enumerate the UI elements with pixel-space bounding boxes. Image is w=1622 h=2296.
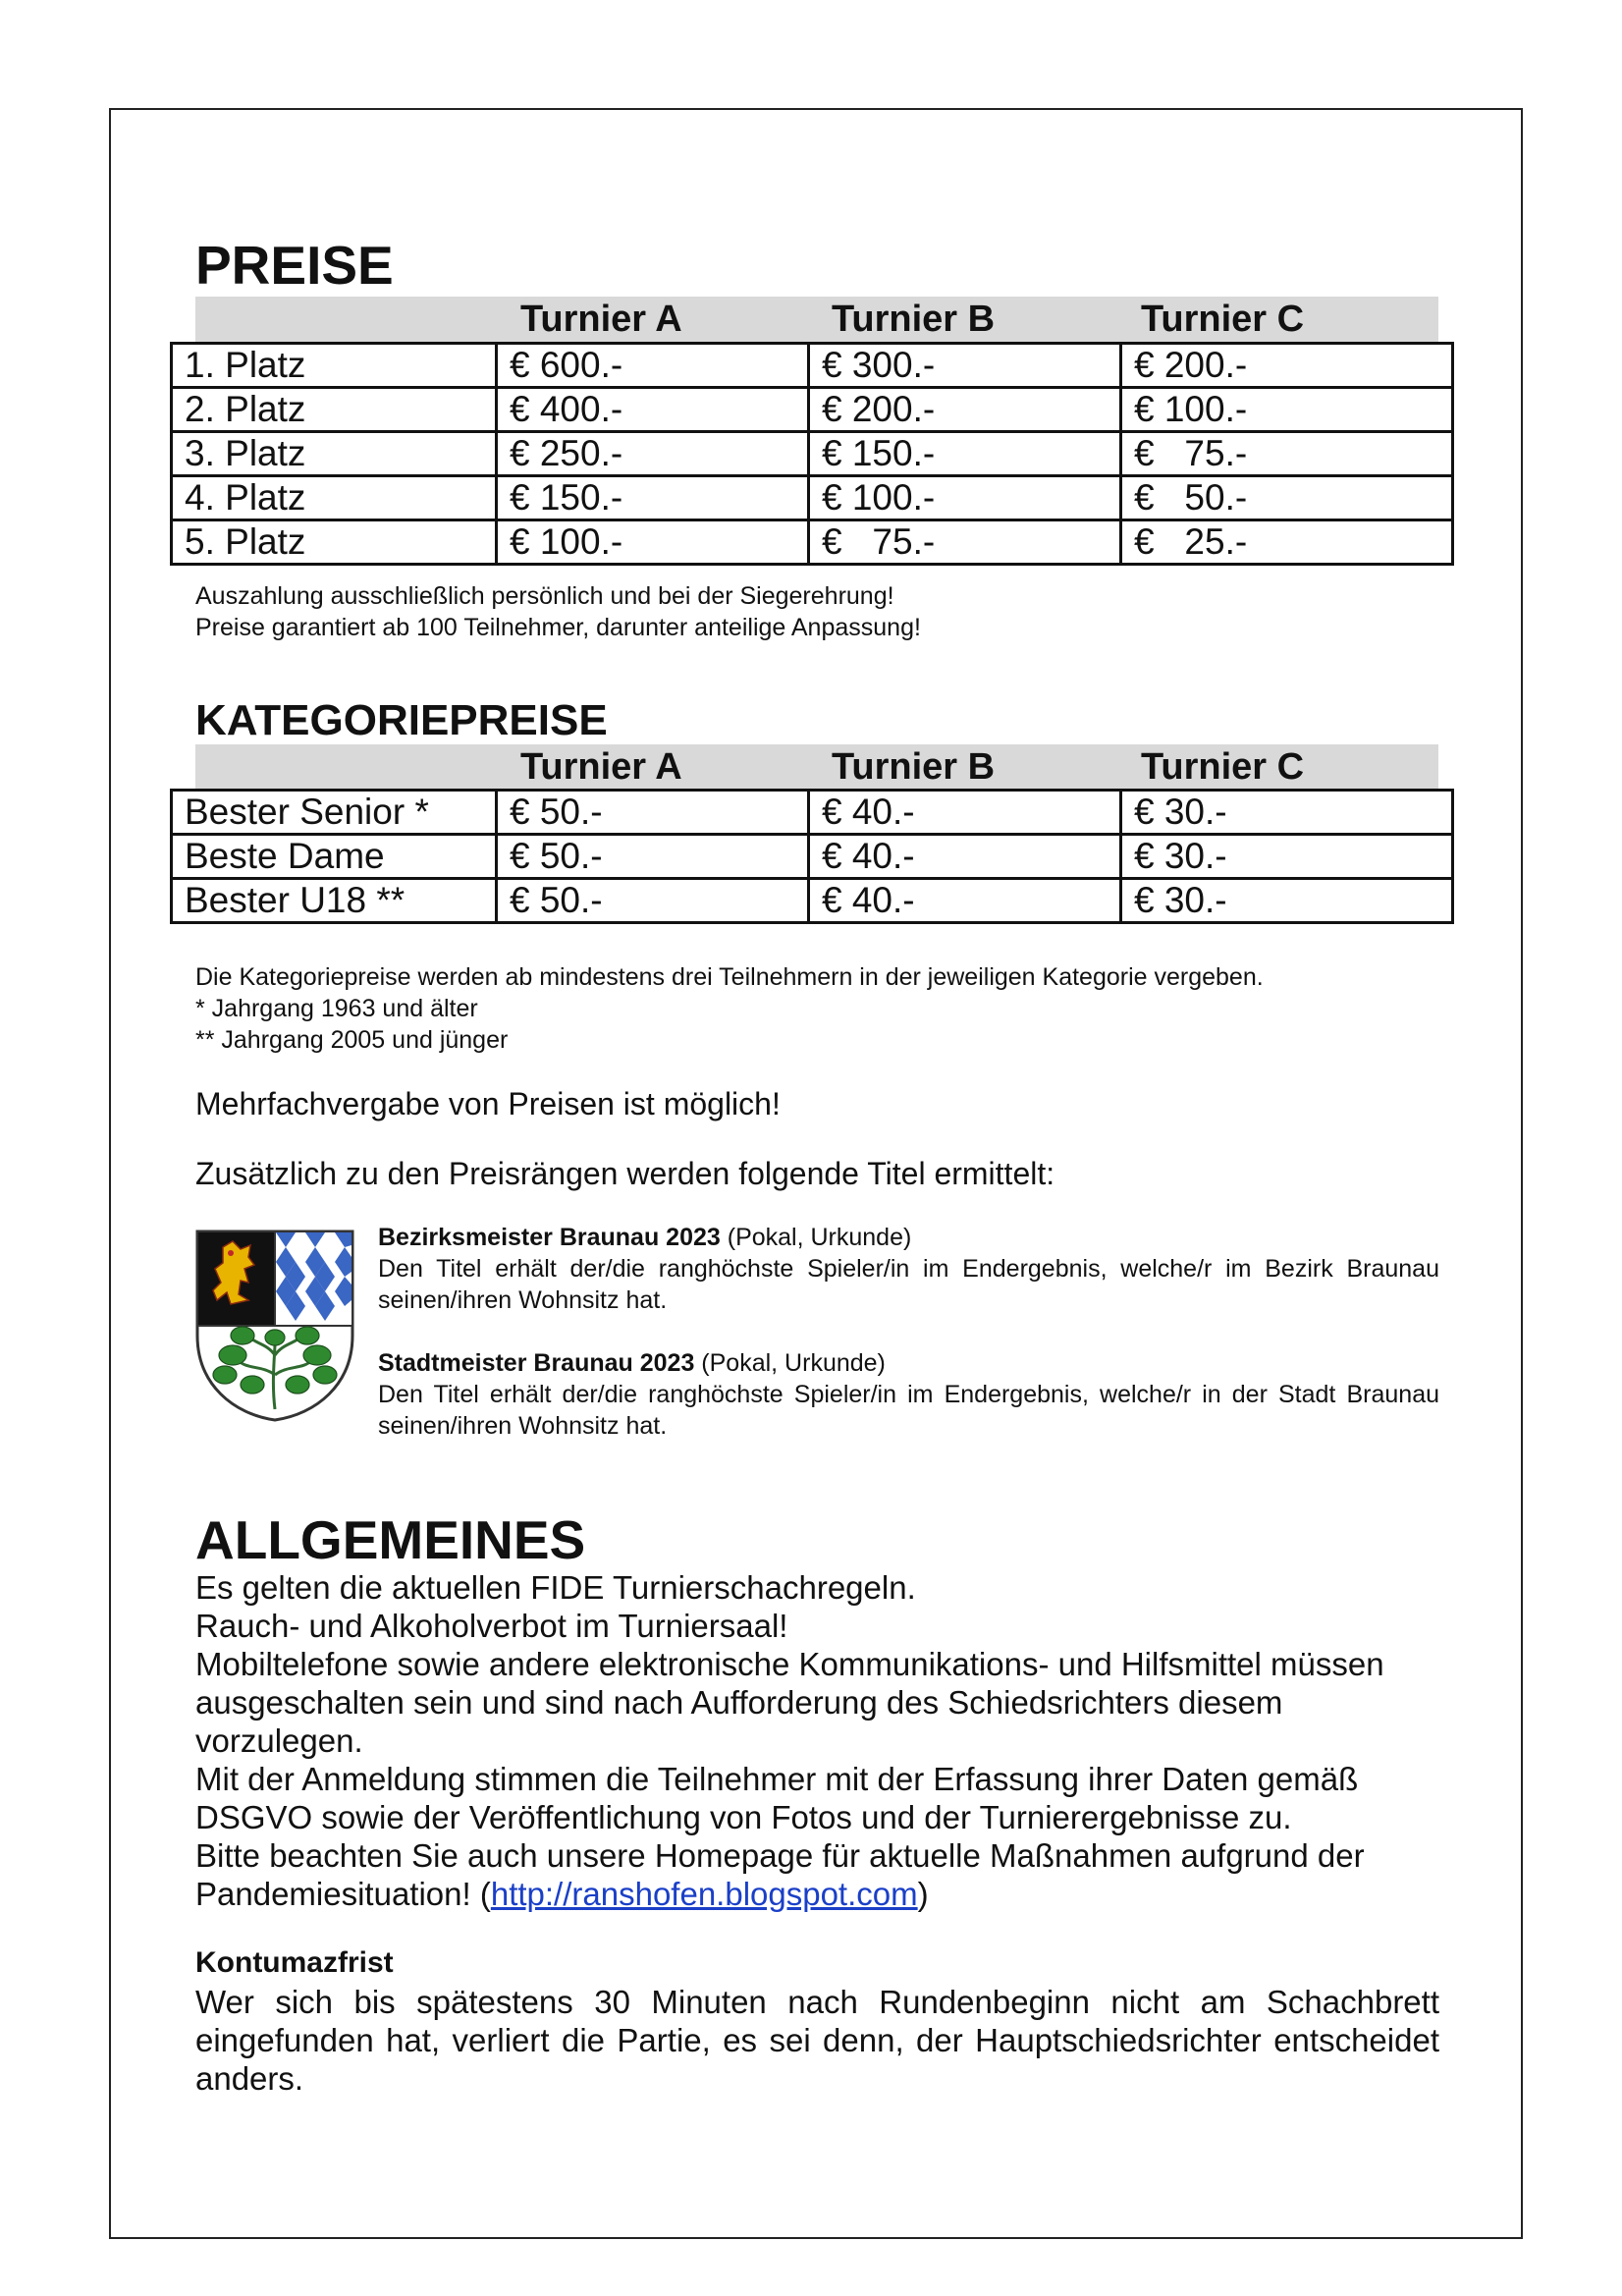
titel-bezirk xyxy=(378,1222,1439,1316)
table-cell: € 100.- xyxy=(497,520,809,565)
allgemeines-line-last xyxy=(195,1875,1384,1913)
table-cell: € 150.- xyxy=(497,476,809,520)
table-cell: 2. Platz xyxy=(172,388,497,432)
table-cell: € 75.- xyxy=(809,520,1121,565)
table-cell: € 150.- xyxy=(809,432,1121,476)
allgemeines-line: ausgeschalten sein und sind nach Aufforderung des Schiedsrichters diesem xyxy=(195,1684,1283,1721)
kategorie-note: Die Kategoriepreise werden ab mindestens drei Teilnehmern in der jeweiligen Kategorie vergeben. xyxy=(195,963,1264,991)
table-cell: 1. Platz xyxy=(172,344,497,388)
titel-stadt-name: Stadtmeister Braunau 2023 xyxy=(378,1349,695,1377)
titel-bezirk-text: Den Titel erhält der/die ranghöchste Spieler/in im Endergebnis, welche/r im Bezirk Braunau seinen/ihren Wohnsitz hat. xyxy=(378,1255,1439,1314)
preise-title: PREISE xyxy=(195,235,394,296)
allgemeines-last-suffix: ) xyxy=(917,1876,929,1912)
table-cell: 4. Platz xyxy=(172,476,497,520)
allgemeines-line: DSGVO sowie der Veröffentlichung von Fotos und der Turnierergebnisse zu. xyxy=(195,1799,1292,1835)
table-cell: Bester Senior * xyxy=(172,791,497,835)
kategorie-table xyxy=(170,789,1454,924)
table-cell: 5. Platz xyxy=(172,520,497,565)
table-cell: € 50.- xyxy=(497,879,809,923)
table-cell: € 25.- xyxy=(1121,520,1453,565)
table-cell: € 30.- xyxy=(1121,835,1453,879)
table-cell: € 75.- xyxy=(1121,432,1453,476)
table-cell: € 50.- xyxy=(1121,476,1453,520)
table-row xyxy=(172,791,1453,835)
table-cell: Bester U18 ** xyxy=(172,879,497,923)
table-row xyxy=(172,879,1453,923)
preise-notes xyxy=(195,580,921,643)
table-row xyxy=(172,520,1453,565)
preise-note: Preise garantiert ab 100 Teilnehmer, darunter anteilige Anpassung! xyxy=(195,614,921,641)
allgemeines-title: ALLGEMEINES xyxy=(195,1509,586,1570)
preise-note: Auszahlung ausschließlich persönlich und bei der Siegerehrung! xyxy=(195,582,894,610)
table-row xyxy=(172,835,1453,879)
allgemeines-line: Mobiltelefone sowie andere elektronische Kommunikations- und Hilfsmittel müssen xyxy=(195,1646,1384,1682)
kategorie-col-a: Turnier A xyxy=(520,746,682,788)
homepage-link[interactable]: http://ranshofen.blogspot.com xyxy=(490,1876,918,1912)
kontumaz-title: Kontumazfrist xyxy=(195,1946,394,1979)
preise-table xyxy=(170,342,1454,566)
preise-header-bar xyxy=(195,297,1438,342)
table-cell: € 250.- xyxy=(497,432,809,476)
allgemeines-last-prefix: Pandemiesituation! ( xyxy=(195,1876,491,1912)
table-row xyxy=(172,432,1453,476)
allgemeines-text xyxy=(195,1568,1384,1913)
zusatz-text: Zusätzlich zu den Preisrängen werden folgende Titel ermittelt: xyxy=(195,1156,1055,1191)
table-cell: 3. Platz xyxy=(172,432,497,476)
allgemeines-line: Es gelten die aktuellen FIDE Turnierschachregeln. xyxy=(195,1569,916,1606)
table-cell: € 40.- xyxy=(809,835,1121,879)
titel-stadt-text: Den Titel erhält der/die ranghöchste Spieler/in im Endergebnis, welche/r in der Stadt Braunau seinen/ihren Wohnsitz hat. xyxy=(378,1381,1439,1440)
preise-col-b: Turnier B xyxy=(832,299,996,340)
allgemeines-line: Bitte beachten Sie auch unsere Homepage für aktuelle Maßnahmen aufgrund der xyxy=(195,1837,1365,1874)
table-row xyxy=(172,388,1453,432)
table-cell: € 300.- xyxy=(809,344,1121,388)
kategorie-col-b: Turnier B xyxy=(832,746,996,788)
table-cell: € 200.- xyxy=(1121,344,1453,388)
kategorie-note: ** Jahrgang 2005 und jünger xyxy=(195,1026,509,1054)
coat-of-arms-image xyxy=(193,1228,356,1424)
mehrfach-text: Mehrfachvergabe von Preisen ist möglich! xyxy=(195,1086,781,1121)
titel-bezirk-extra: (Pokal, Urkunde) xyxy=(720,1224,912,1251)
kategorie-header-bar xyxy=(195,744,1438,790)
kategorie-notes xyxy=(195,961,1264,1056)
preise-col-a: Turnier A xyxy=(520,299,682,340)
table-cell: € 600.- xyxy=(497,344,809,388)
table-cell: € 100.- xyxy=(1121,388,1453,432)
titel-stadt xyxy=(378,1347,1439,1442)
table-cell: € 40.- xyxy=(809,791,1121,835)
allgemeines-line: Mit der Anmeldung stimmen die Teilnehmer mit der Erfassung ihrer Daten gemäß xyxy=(195,1761,1359,1797)
kategorie-title: KATEGORIEPREISE xyxy=(195,696,608,744)
table-cell: € 30.- xyxy=(1121,879,1453,923)
allgemeines-line: Rauch- und Alkoholverbot im Turniersaal! xyxy=(195,1608,788,1644)
table-cell: Beste Dame xyxy=(172,835,497,879)
kontumaz-text: Wer sich bis spätestens 30 Minuten nach Rundenbeginn nicht am Schachbrett eingefunden hat, verliert die Partie, es sei denn, der Hauptschiedsrichter entscheidet anders. xyxy=(195,1984,1439,2097)
kategorie-col-c: Turnier C xyxy=(1141,746,1305,788)
titel-stadt-extra: (Pokal, Urkunde) xyxy=(694,1349,886,1377)
table-row xyxy=(172,476,1453,520)
allgemeines-line: vorzulegen. xyxy=(195,1722,363,1759)
table-cell: € 400.- xyxy=(497,388,809,432)
titel-bezirk-name: Bezirksmeister Braunau 2023 xyxy=(378,1224,721,1251)
table-cell: € 50.- xyxy=(497,835,809,879)
kategorie-note: * Jahrgang 1963 und älter xyxy=(195,995,478,1022)
table-cell: € 200.- xyxy=(809,388,1121,432)
table-row xyxy=(172,344,1453,388)
table-cell: € 50.- xyxy=(497,791,809,835)
table-cell: € 30.- xyxy=(1121,791,1453,835)
preise-col-c: Turnier C xyxy=(1141,299,1305,340)
table-cell: € 100.- xyxy=(809,476,1121,520)
table-cell: € 40.- xyxy=(809,879,1121,923)
